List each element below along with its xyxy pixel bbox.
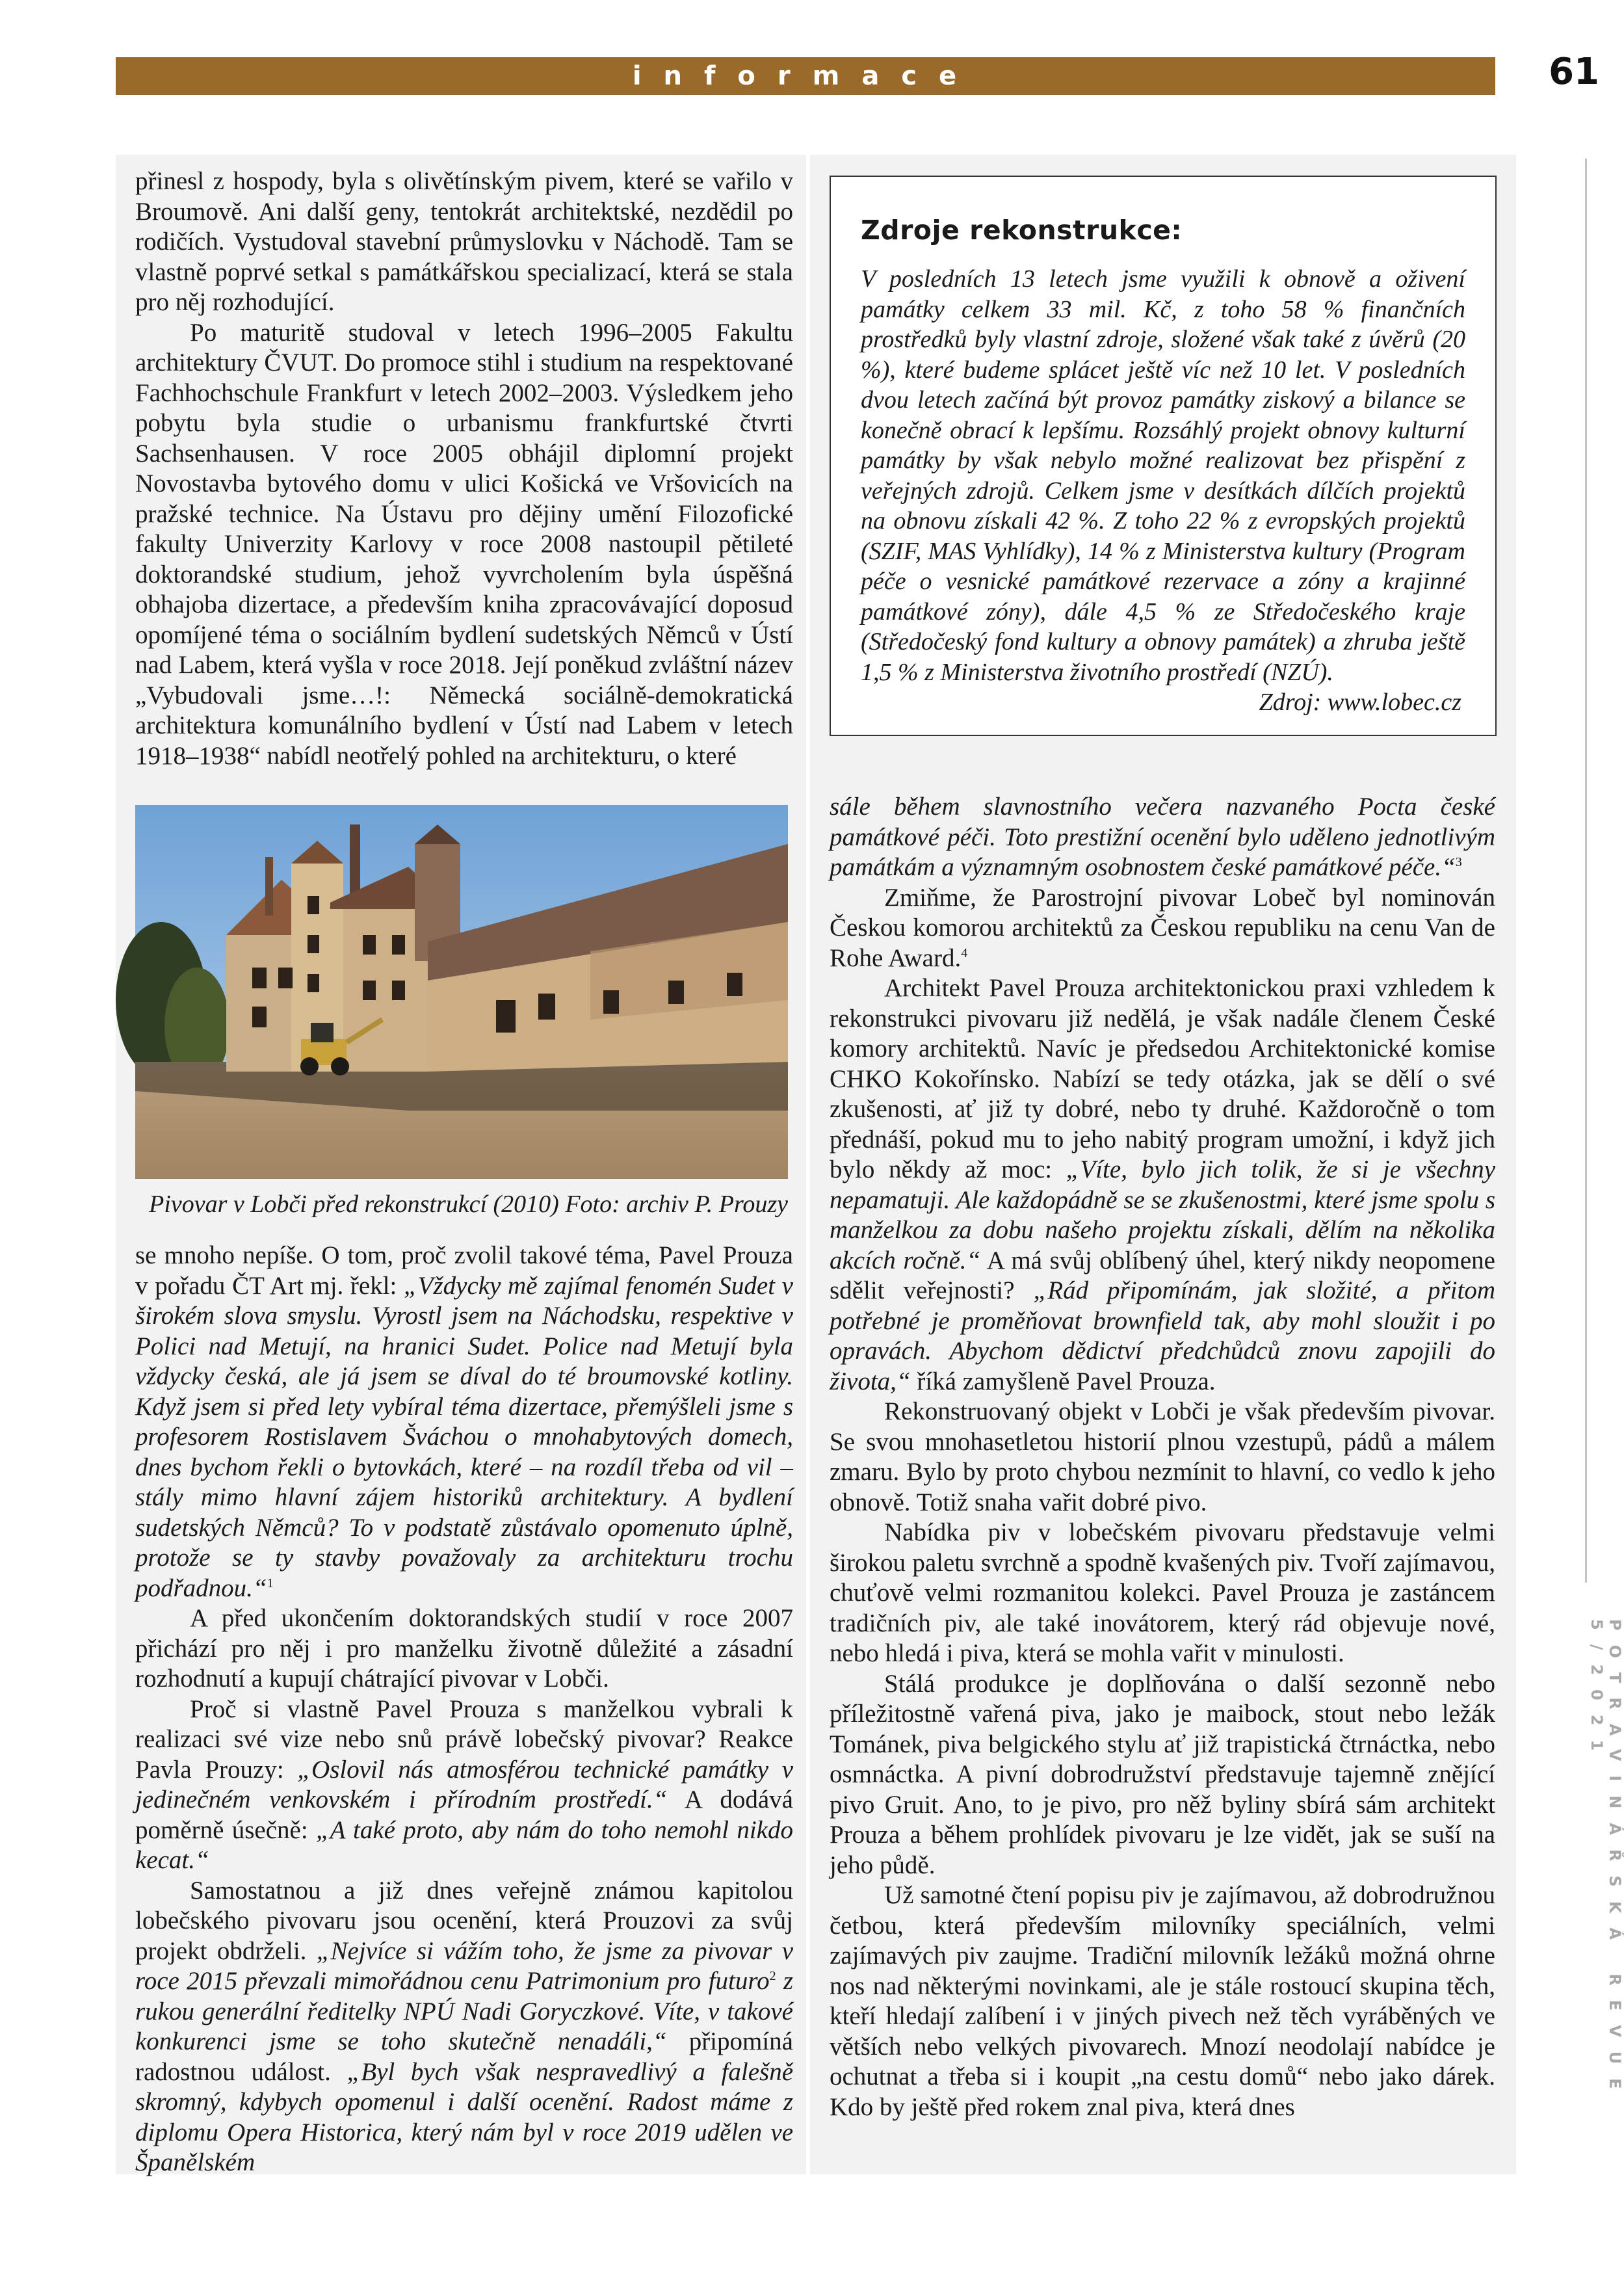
box-source: Zdroj: www.lobec.cz bbox=[1259, 689, 1461, 716]
left-column-top-text bbox=[135, 166, 793, 771]
paragraph: přinesl z hospody, byla s olivětínským pivem, které se vařilo v Broumově. Ani další geny, tentokrát architektské, nezdědil po rodičích. Vystudoval stavební průmyslovku v Náchodě. Tam se vlastně poprvé setkal s památkářskou specializací, která se stala pro něj rozhodující. bbox=[135, 167, 793, 316]
text-run: Proč si vlastně Pavel Prouza s manželkou vybrali k realizaci své vize nebo snů právě lobečský pivovar? Reakce Pavla Prouzy: bbox=[135, 1694, 793, 1784]
quote: „Víte, bylo jich tolik, že si je všechny nepamatuji. Ale každopádně se se zkušenostmi, které jsme spolu s manželkou za dobu našeho projektu získali, dělím na několika akcích ročně.“ bbox=[830, 1155, 1495, 1274]
footnote-ref: 4 bbox=[961, 945, 968, 960]
side-divider bbox=[1585, 159, 1587, 1583]
right-column-text bbox=[830, 792, 1495, 2122]
paragraph: A před ukončením doktorandských studií v roce 2007 přichází pro něj i pro manželku životně důležité a zásadní rozhodnutí a kupují chátrající pivovar v Lobči. bbox=[135, 1604, 793, 1693]
paragraph: Už samotné čtení popisu piv je zajímavou, až dobrodružnou četbou, která především milovníky speciálních, velmi zajímavých piv zaujme. Tradiční milovník ležáků možná ohrne nos nad některými novinkami, ale je stále rostoucí skupina těch, kteří hledají zalíbení i v jiných pivech než těch vyráběných ve větších nebo velkých pivovarech. Mnozí neodolají nabídce je ochutnat a třeba si i koupit „na cestu domů“ nebo jako dárek. Kdo by ještě před rokem znal piva, která dnes bbox=[830, 1881, 1495, 2121]
paragraph: Po maturitě studoval v letech 1996–2005 Fakultu architektury ČVUT. Do promoce stihl i studium na respektované Fachhochschule Frankfurt v letech 2002–2003. Výsledkem jeho pobytu byla studie o urbanismu frankfurtské čtvrti Sachsenhausen. V roce 2005 obhájil diplomní projekt Novostavba bytového domu v ulici Košická ve Vršovicích na pražské technice. Na Ústavu pro dějiny umění Filozofické fakulty Univerzity Karlovy v roce 2008 nastoupil pětileté doktorandské studium, jehož vyvrcholením byla úspěšná obhajoba dizertace, a především kniha zpracovávající doposud opomíjené téma o sociálním bydlení sudetských Němců v Ústí nad Labem, která vyšla v roce 2018. Její poněkud zvláštní název „Vybudovali jsme…!: Německá sociálně-demokratická architektura komunálního bydlení v Ústí nad Labem v letech 1918–1938“ nabídl neotřelý pohled na architekturu, o které bbox=[135, 318, 793, 770]
paragraph bbox=[135, 1694, 793, 1876]
footnote-ref: 2 bbox=[769, 1969, 776, 1983]
footnote-ref: 3 bbox=[1455, 855, 1462, 869]
left-column-bottom-text bbox=[135, 1241, 793, 2178]
quote: „Nejvíce si vážím toho, že jsme za pivovar v roce 2015 převzali mimořádnou cenu Patrimonium pro futuro bbox=[135, 1936, 794, 1995]
text-run: Architekt Pavel Prouza architektonickou praxi vzhledem k rekonstrukci pivovaru již nedělá, je však nadále členem České komory architektů. Navíc je předsedou Architektonické komise CHKO Kokořínsko. Nabízí se tedy otázka, jak se dělí o své zkušenosti, ať již ty dobré, nebo ty druhé. Každoročně o tom přednáší, pokud mu to jeho nabitý program umožní, i když jich bylo někdy až moc: bbox=[830, 974, 1495, 1183]
sources-box bbox=[830, 176, 1497, 736]
paragraph bbox=[830, 883, 1495, 974]
paragraph bbox=[135, 1241, 793, 1603]
paragraph bbox=[135, 1876, 793, 2178]
text-run: se mnoho nepíše. O tom, proč zvolil takové téma, Pavel Prouza v pořadu ČT Art mj. řekl: bbox=[135, 1241, 793, 1300]
box-title: Zdroje rekonstrukce: bbox=[861, 215, 1183, 246]
paragraph bbox=[830, 792, 1495, 883]
box-text bbox=[861, 264, 1465, 716]
box-body: V posledních 13 letech jsme využili k obnově a oživení památky celkem 33 mil. Kč, z toho 58 % finančních prostředků byly vlastní zdroje, složené však také z úvěrů (20 %), které budeme splácet ještě víc než 10 let. V posledních dvou letech začíná být provoz památky ziskový a bilance se konečně obrací k lepšímu. Rozsáhlý projekt obnovy kulturní památky by však nebylo možné realizovat bez přispění z veřejných zdrojů. Celkem jsme v desítkách dílčích projektů na obnovu získali 42 %. Z toho 22 % z evropských projektů (SZIF, MAS Vyhlídky), 14 % z Ministerstva kultury (Program péče o vesnické památkové rezervace a zóny a krajinné památkové zóny), dále 4,5 % ze Středočeského kraje (Středočeský fond kultury a obnovy památek) a zhruba ještě 1,5 % z Ministerstva životního prostředí (NZÚ). bbox=[861, 265, 1465, 686]
photo-caption: Pivovar v Lobči před rekonstrukcí (2010) Foto: archiv P. Prouzy bbox=[149, 1191, 788, 1218]
paragraph bbox=[830, 973, 1495, 1397]
text-run: Zmiňme, že Parostrojní pivovar Lobeč byl nominován Českou komorou architektů za Českou republiku na cenu Van de Rohe Award. bbox=[830, 883, 1495, 972]
magazine-side-title: POTRAVINÁŘSKÁ REVUE 5/2021 bbox=[1588, 1619, 1624, 2103]
text-run: A dodává poměrně úsečně: bbox=[135, 1786, 793, 1844]
text-run: A má svůj oblíbený úhel, který nikdy neopomene sdělit veřejnosti? bbox=[830, 1246, 1495, 1304]
section-label: informace bbox=[632, 61, 979, 91]
paragraph: Rekonstruovaný objekt v Lobči je však především pivovar. Se svou mnohasetletou historií plnou vzestupů, pádů a málem zmaru. Bylo by proto chybou nezmínit to hlavní, co vedlo k jeho obnově. Totiž snaha vařit dobré pivo. bbox=[830, 1397, 1495, 1516]
text-run: připomíná radostnou událost. bbox=[135, 2027, 793, 2086]
section-header-bar bbox=[116, 57, 1495, 95]
quote: „Oslovil nás atmosférou technické památky v jedinečném venkovském i přírodním prostředí.“ bbox=[135, 1755, 793, 1813]
paragraph: Nabídka piv v lobečském pivovaru představuje velmi širokou paletu svrchně a spodně kvašených piv. Tvoří zajímavou, chuťově velmi rozmanitou kolekci. Pavel Prouza je zastáncem tradičních piv, ale také inovátorem, který rád objevuje nové, nebo hledá i piva, která se mohla vařit v minulosti. bbox=[830, 1518, 1495, 1667]
brewery-photo bbox=[135, 805, 788, 1179]
paragraph: Stálá produkce je doplňována o další sezonně nebo příležitostně vařená piva, jako je maibock, stout nebo ležák Tománek, piva belgického stylu ať již trapistická čtrnáctka, nebo osmnáctka. A pivní dobrodružství představuje tajemně znějící pivo Gruit. Ano, to je pivo, pro něž byliny sbírá sám architekt Prouza a během prohlídek pivovaru je lze vidět, jak se suší na jeho půdě. bbox=[830, 1669, 1495, 1879]
quote: „Rád připomínám, jak složité, a přitom potřebné je proměňovat brownfield tak, aby mohl sloužit i po opravách. Abychom dědictví předchůdců znovu zapojili do života,“ bbox=[830, 1276, 1495, 1395]
quote: z rukou generální ředitelky NPÚ Nadi Goryczkové. Víte, v takové konkurenci jsme se toho skutečně nenadáli,“ bbox=[135, 1967, 793, 2055]
text-run: říká zamyšleně Pavel Prouza. bbox=[910, 1367, 1216, 1395]
quote: sále během slavnostního večera nazvaného Pocta české památkové péči. Toto prestižní ocenění bylo uděleno jednotlivým památkám a významným osobnostem české památkové péče.“ bbox=[830, 793, 1495, 881]
page-number: 61 bbox=[1549, 51, 1599, 93]
quote: „Vždycky mě zajímal fenomén Sudet v širokém slova smyslu. Vyrostl jsem na Náchodsku, respektive v Polici nad Metují, na hranici Sudet. Police nad Metují byla vždycky česká, ale já jsem se díval do té broumovské kotliny. Když jsem si před lety vybíral téma dizertace, přemýšleli jsme s profesorem Rostislavem Šváchou o mnohabytových domech, dnes bychom řekli o bytovkách, které – na rozdíl třeba od vil – stály mimo hlavní zájem historiků architektury. A bydlení sudetských Němců? To v podstatě zůstávalo opomenuto úplně, protože se ty stavby považovaly za architekturu trochu podřadnou.“ bbox=[135, 1271, 793, 1602]
footnote-ref: 1 bbox=[267, 1576, 274, 1590]
brewery-photo-illustration bbox=[135, 805, 788, 1179]
text-run: Samostatnou a již dnes veřejně známou kapitolou lobečského pivovaru jsou ocenění, která Prouzovi za svůj projekt obdrželi. bbox=[135, 1876, 793, 1965]
quote: „A také proto, aby nám do toho nemohl nikdo kecat.“ bbox=[135, 1815, 793, 1874]
quote: „Byl bych však nespravedlivý a falešně skromný, kdybych opomenul i další ocenění. Radost máme z diplomu Opera Historica, který nám byl v roce 2019 udělen ve Španělském bbox=[135, 2057, 794, 2176]
